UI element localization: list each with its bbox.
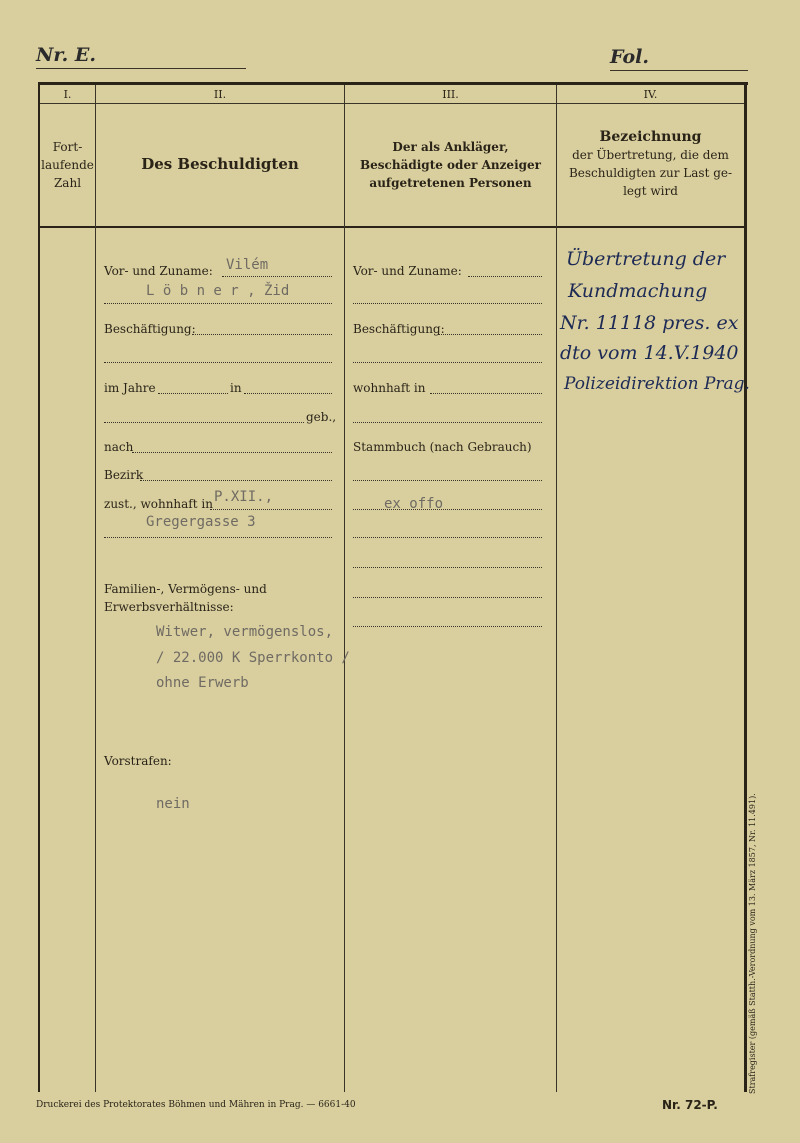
accused-surname-line [104, 303, 332, 304]
accuser-residence-label: wohnhaft in [353, 381, 426, 395]
accused-in-line [244, 393, 332, 394]
accused-born-line [104, 422, 304, 423]
roman-row-divider [38, 103, 744, 104]
offense-line-3: Nr. 11118 pres. ex [560, 312, 739, 334]
accused-nach-label: nach [104, 440, 134, 454]
col4-heading [557, 128, 744, 200]
stammbuch-label: Stammbuch (nach Gebrauch) [353, 440, 532, 454]
accuser-name-line-2 [353, 303, 542, 304]
form-number: Nr. 72-P. [662, 1098, 718, 1112]
accuser-occupation-label: Beschäftigung: [353, 322, 445, 336]
accused-in-label: in [230, 381, 242, 395]
accused-year-line [158, 393, 228, 394]
col-number-3: III. [442, 88, 459, 101]
col4-heading-title: Bezeichnung [599, 129, 702, 145]
accused-residence-value: P.XII., [214, 489, 274, 505]
nr-underline [36, 68, 246, 69]
col1-heading-line1: Fort- [52, 140, 83, 154]
offense-line-4: dto vom 14.V.1940 [560, 342, 739, 364]
accused-district-label: Bezirk [104, 468, 144, 482]
accuser-name-label: Vor- und Zuname: [353, 264, 462, 278]
fol-label: Fol. [610, 46, 649, 68]
accuser-occupation-line-2 [353, 362, 542, 363]
col2-heading: Des Beschuldigten [141, 155, 299, 173]
accused-residence-line [210, 509, 332, 510]
accused-first-name: Vilém [226, 257, 269, 273]
family-label-1: Familien-, Vermögens- und [104, 582, 267, 596]
accused-street-line [104, 537, 332, 538]
table-right-border [744, 82, 747, 1092]
offense-line-1: Übertretung der [566, 248, 726, 270]
accused-district-line [140, 480, 332, 481]
col4-heading-line1: der Übertretung, die dem [572, 148, 729, 162]
stammbuch-line-5 [353, 597, 542, 598]
col3-heading-line1: Der als Ankläger, [392, 140, 509, 154]
col-number-1: I. [63, 88, 72, 101]
side-note: Strafregister (gemäß Statth.-Verordnung vom 13. März 1857, Nr. 11.491). [748, 793, 757, 1094]
accused-surname: L ö b n e r , Žid [146, 283, 290, 299]
family-value-2: / 22.000 K Sperrkonto / [156, 650, 350, 666]
col-number-2: II. [213, 88, 227, 101]
col-divider-2 [344, 85, 345, 1092]
accused-occupation-line [192, 334, 332, 335]
family-label-2: Erwerbsverhältnisse: [104, 600, 234, 614]
col-divider-3 [556, 85, 557, 1092]
table-left-border [38, 82, 40, 1092]
accused-street-value: Gregergasse 3 [146, 514, 256, 530]
accused-year-label: im Jahre [104, 381, 156, 395]
col3-heading-line2: Beschädigte oder Anzeiger [360, 158, 541, 172]
priors-label: Vorstrafen: [104, 754, 172, 768]
nr-label: Nr. E. [36, 44, 96, 66]
table-top-border [38, 82, 748, 85]
accuser-occupation-line [438, 334, 542, 335]
stammbuch-line-2 [353, 509, 542, 510]
stammbuch-value: ex offo [384, 496, 444, 512]
family-value-3: ohne Erwerb [156, 675, 249, 691]
stammbuch-line-6 [353, 626, 542, 627]
accused-residence-label: zust., wohnhaft in [104, 497, 213, 511]
stammbuch-line-3 [353, 537, 542, 538]
offense-line-2: Kundmachung [568, 280, 708, 302]
accuser-residence-line-2 [353, 422, 542, 423]
stammbuch-line-1 [353, 480, 542, 481]
priors-value: nein [156, 796, 190, 812]
accused-name-label: Vor- und Zuname: [104, 264, 213, 278]
header-bottom-border [38, 226, 744, 228]
col1-heading [40, 138, 95, 192]
accuser-name-line [468, 276, 542, 277]
col4-heading-line3: legt wird [623, 184, 678, 198]
accused-born-label: geb., [306, 410, 337, 424]
col3-heading-line3: aufgetretenen Personen [369, 176, 532, 190]
col1-heading-line2: laufende [41, 158, 94, 172]
col4-heading-line2: Beschuldigten zur Last ge- [568, 166, 733, 180]
stammbuch-line-4 [353, 567, 542, 568]
accused-occupation-label: Beschäftigung: [104, 322, 196, 336]
fol-underline [610, 70, 748, 71]
accuser-residence-line [430, 393, 542, 394]
family-value-1: Witwer, vermögenslos, [156, 624, 334, 640]
printer-note: Druckerei des Protektorates Böhmen und Mähren in Prag. — 6661-40 [36, 1100, 356, 1110]
accused-nach-line [132, 452, 332, 453]
accused-occupation-line-2 [104, 362, 332, 363]
offense-line-5: Polizeidirektion Prag. [564, 374, 750, 394]
col-number-4: IV. [643, 88, 658, 101]
col1-heading-line3: Zahl [53, 176, 82, 190]
accused-name-line [222, 276, 332, 277]
col3-heading [345, 138, 556, 192]
col-divider-1 [95, 85, 96, 1092]
